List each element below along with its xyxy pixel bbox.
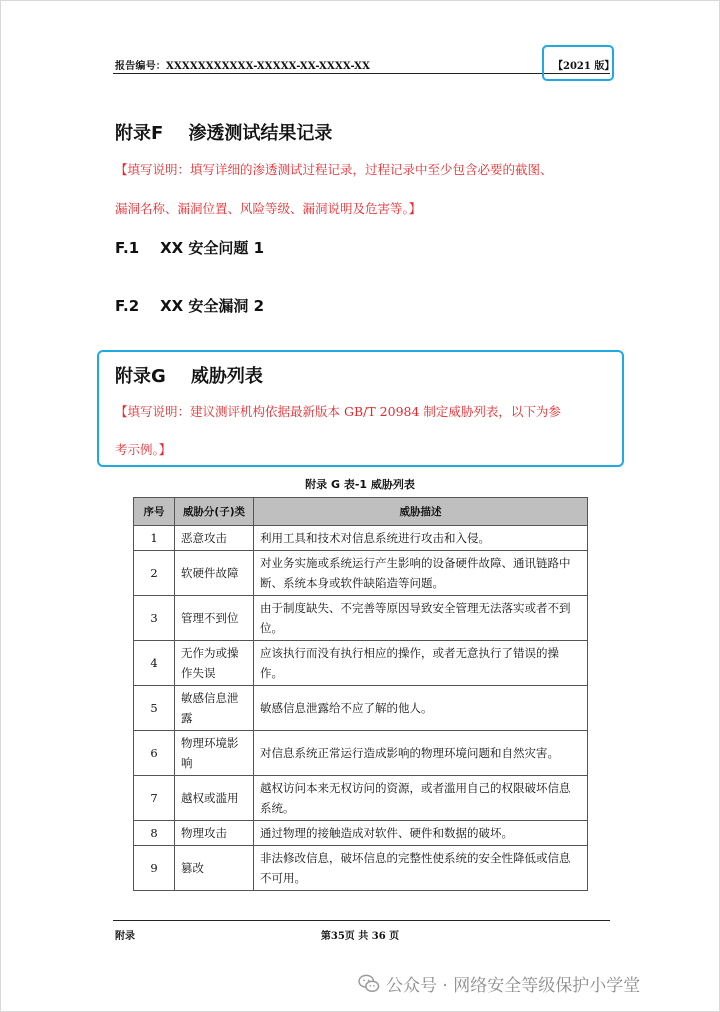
- row-category: 管理不到位: [175, 596, 254, 641]
- row-category: 无作为或操作失误: [175, 641, 254, 686]
- row-no: 2: [134, 551, 175, 596]
- header-rule: [113, 73, 610, 74]
- appendix-f-note-line1: 【填写说明：填写详细的渗透测试过程记录，过程记录中至少包含必要的截图、: [115, 162, 553, 177]
- row-description: 利用工具和技术对信息系统进行攻击和入侵。: [254, 526, 588, 551]
- table-row: [134, 731, 588, 776]
- row-no: 4: [134, 641, 175, 686]
- wechat-icon: [358, 974, 380, 994]
- row-description: 对业务实施或系统运行产生影响的设备硬件故障、通讯链路中断、系统本身或软件缺陷造等问题。: [254, 551, 588, 596]
- table-row: [134, 551, 588, 596]
- section-f1-heading: F.1 XX 安全问题 1: [115, 239, 265, 257]
- row-category: 物理攻击: [175, 821, 254, 846]
- row-description: 敏感信息泄露给不应了解的他人。: [254, 686, 588, 731]
- watermark-text: 公众号 · 网络安全等级保护小学堂: [386, 976, 641, 996]
- row-no: 1: [134, 526, 175, 551]
- col-header-no: 序号: [134, 498, 175, 526]
- footer-section-label: 附录: [115, 931, 135, 942]
- appendix-f-title: 附录F 渗透测试结果记录: [115, 123, 333, 144]
- row-no: 9: [134, 846, 175, 891]
- table-row: [134, 596, 588, 641]
- row-no: 5: [134, 686, 175, 731]
- col-header-description: 威胁描述: [254, 498, 588, 526]
- row-category: 物理环境影响: [175, 731, 254, 776]
- row-category: 软硬件故障: [175, 551, 254, 596]
- row-description: 由于制度缺失、不完善等原因导致安全管理无法落实或者不到位。: [254, 596, 588, 641]
- footer-rule: [113, 920, 610, 921]
- table-caption: 附录 G 表-1 威胁列表: [305, 478, 415, 491]
- threat-table: [133, 497, 588, 891]
- page-number: 第35页 共 36 页: [320, 931, 400, 942]
- row-category: 越权或滥用: [175, 776, 254, 821]
- row-description: 非法修改信息，破坏信息的完整性使系统的安全性降低或信息不可用。: [254, 846, 588, 891]
- row-no: 3: [134, 596, 175, 641]
- watermark: [358, 971, 640, 996]
- appendix-g-note-line2: 考示例。】: [115, 442, 172, 457]
- appendix-f-note-line2: 漏洞名称、漏洞位置、风险等级、漏洞说明及危害等。】: [115, 201, 422, 216]
- appendix-g-title: 附录G 威胁列表: [115, 366, 263, 387]
- table-row: [134, 846, 588, 891]
- table-row: [134, 686, 588, 731]
- row-no: 6: [134, 731, 175, 776]
- table-row: [134, 821, 588, 846]
- table-row: [134, 526, 588, 551]
- row-description: 对信息系统正常运行造成影响的物理环境问题和自然灾害。: [254, 731, 588, 776]
- section-f2-heading: F.2 XX 安全漏洞 2: [115, 297, 265, 315]
- row-no: 7: [134, 776, 175, 821]
- edition-label: 【2021 版】: [553, 61, 615, 72]
- appendix-g-note-line1: 【填写说明：建议测评机构依据最新版本 GB/T 20984 制定威胁列表，以下为参: [115, 404, 561, 419]
- row-no: 8: [134, 821, 175, 846]
- col-header-category: 威胁分(子)类: [175, 498, 254, 526]
- row-category: 敏感信息泄露: [175, 686, 254, 731]
- row-description: 应该执行而没有执行相应的操作，或者无意执行了错误的操作。: [254, 641, 588, 686]
- table-row: [134, 641, 588, 686]
- report-number: 报告编号：XXXXXXXXXXX-XXXXX-XX-XXXX-XX: [115, 61, 371, 72]
- row-description: 通过物理的接触造成对软件、硬件和数据的破坏。: [254, 821, 588, 846]
- table-row: [134, 776, 588, 821]
- edition-highlight-box: [542, 45, 614, 81]
- row-category: 恶意攻击: [175, 526, 254, 551]
- row-description: 越权访问本来无权访问的资源，或者滥用自己的权限破坏信息系统。: [254, 776, 588, 821]
- table-header-row: [134, 498, 588, 526]
- row-category: 篡改: [175, 846, 254, 891]
